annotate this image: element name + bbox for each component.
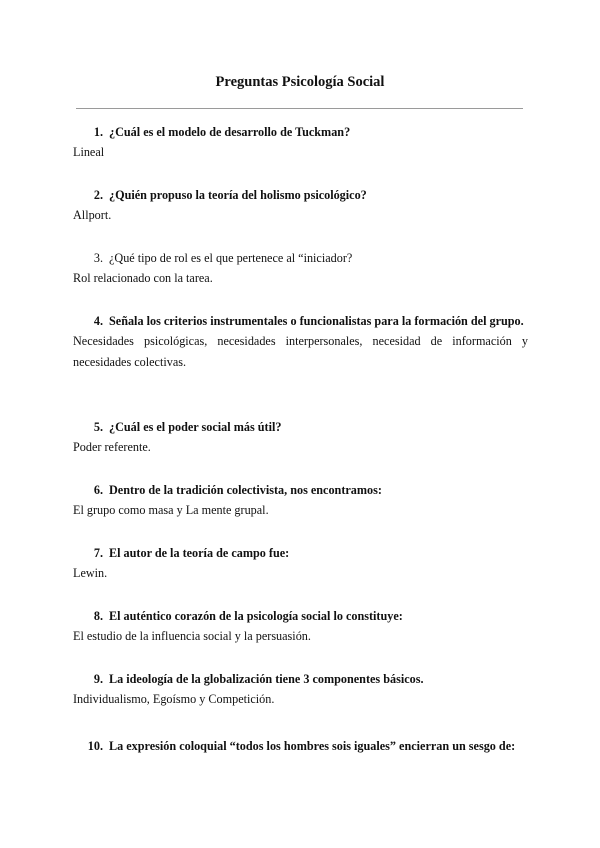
question-7	[73, 543, 528, 563]
question-text: Señala los criterios instrumentales o funcionalistas para la formación del grupo.	[109, 314, 524, 328]
answer-3: Rol relacionado con la tarea.	[73, 271, 213, 285]
qa-item-8	[73, 606, 528, 647]
question-10	[73, 736, 528, 756]
answer-4: Necesidades psicológicas, necesidades interpersonales, necesidad de información y necesidades colectivas.	[73, 334, 528, 369]
qa-item-1	[73, 122, 528, 163]
question-number: 2.	[93, 188, 103, 202]
question-number: 9.	[93, 672, 103, 686]
qa-item-3	[73, 248, 528, 289]
question-number: 1.	[93, 125, 103, 139]
question-4	[73, 311, 528, 331]
question-text: ¿Cuál es el modelo de desarrollo de Tuckman?	[109, 125, 351, 139]
question-text: ¿Cuál es el poder social más útil?	[109, 420, 282, 434]
question-text: La expresión coloquial “todos los hombres sois iguales” encierran un sesgo de:	[109, 739, 516, 753]
question-number: 8.	[93, 609, 103, 623]
answer-8: El estudio de la influencia social y la persuasión.	[73, 629, 311, 643]
question-text: El autor de la teoría de campo fue:	[109, 546, 290, 560]
document-title: Preguntas Psicología Social	[215, 74, 385, 90]
answer-9: Individualismo, Egoísmo y Competición.	[73, 692, 275, 706]
answer-6: El grupo como masa y La mente grupal.	[73, 503, 269, 517]
qa-item-4	[73, 311, 528, 373]
question-6	[73, 480, 528, 500]
question-3	[73, 248, 528, 268]
question-number: 6.	[93, 483, 103, 497]
question-number: 7.	[93, 546, 103, 560]
qa-item-9	[73, 669, 528, 710]
qa-item-2	[73, 185, 528, 226]
answer-1: Lineal	[73, 145, 105, 159]
qa-item-7	[73, 543, 528, 584]
question-text: La ideología de la globalización tiene 3 componentes básicos.	[109, 672, 424, 686]
title-divider	[76, 108, 523, 109]
question-text: ¿Qué tipo de rol es el que pertenece al “iniciador?	[109, 251, 353, 265]
answer-5: Poder referente.	[73, 440, 151, 454]
question-5	[73, 417, 528, 437]
question-2	[73, 185, 528, 205]
qa-item-5	[73, 417, 528, 458]
question-number: 3.	[93, 251, 103, 265]
answer-7: Lewin.	[73, 566, 108, 580]
qa-item-10	[73, 736, 528, 756]
question-1	[73, 122, 528, 142]
question-text: ¿Quién propuso la teoría del holismo psicológico?	[109, 188, 367, 202]
question-number: 4.	[93, 314, 103, 328]
question-8	[73, 606, 528, 626]
question-9	[73, 669, 528, 689]
qa-item-6	[73, 480, 528, 521]
question-number: 5.	[93, 420, 103, 434]
question-text: Dentro de la tradición colectivista, nos encontramos:	[109, 483, 382, 497]
question-text: El auténtico corazón de la psicología social lo constituye:	[109, 609, 403, 623]
answer-2: Allport.	[73, 208, 112, 222]
question-number: 10.	[87, 739, 103, 753]
